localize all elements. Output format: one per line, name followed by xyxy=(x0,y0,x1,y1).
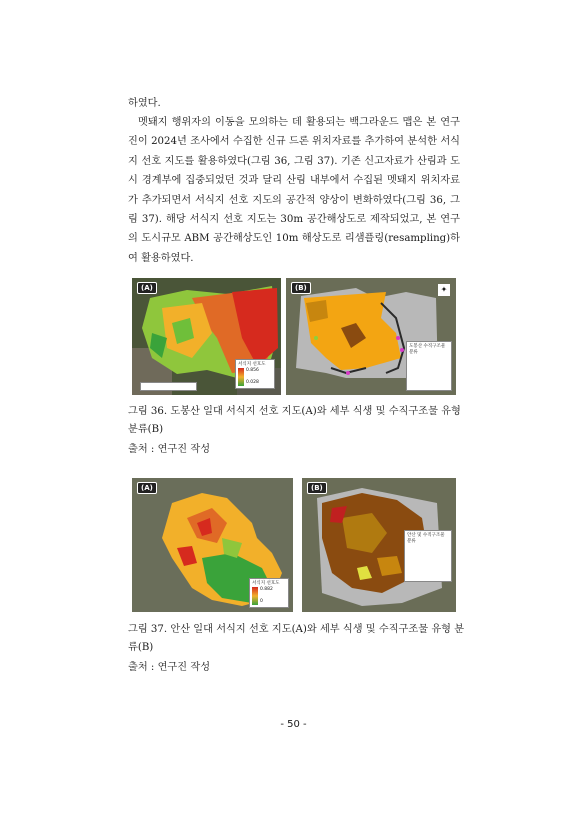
figure36-map-a xyxy=(132,278,281,395)
paragraph-2: 멧돼지 행위자의 이동을 모의하는 데 활용되는 백그라운드 맵은 본 연구진이 2024년 조사에서 수집한 신규 드론 위치자료를 추가하여 분석한 서식지 선호 지도를 활용하였다(그림 36, 그림 37). 기존 신고자료가 산림과 도시 경계부에 집중되었던 것과 달리 산림 내부에서 수집된 멧돼지 위치자료가 추가되면서 서식지 선호 지도의 공간적 양상이 변화하였다(그림 36, 그림 37). 해당 서식지 선호 지도는 30m 공간해상도로 제작되었고, 본 연구의 도시규모 ABM 공간해상도인 10m 해상도로 리샘플링(resampling)하여 활용하였다. xyxy=(128,117,460,264)
panel-b-tag: (B) xyxy=(307,482,327,494)
figure37-map-b xyxy=(302,478,456,612)
legend xyxy=(235,359,275,389)
page-number: - 50 - xyxy=(280,719,307,730)
legend-b-title: 안산 및 수직구조물 분류 xyxy=(407,533,445,544)
legend-low: 0 xyxy=(260,599,263,604)
legend-high: 0.856 xyxy=(246,368,259,373)
legend-title: 서식지 선호도 xyxy=(252,581,280,586)
panel-a-tag: (A) xyxy=(137,282,157,294)
scale-bar xyxy=(140,382,197,391)
figure37-source: 출처 : 연구진 작성 xyxy=(128,662,211,673)
paragraph-1: 하였다. xyxy=(128,98,161,109)
legend-high: 0.882 xyxy=(260,587,273,592)
figure36-map-b xyxy=(286,278,456,395)
legend-b-title: 도봉산 수직구조물 분류 xyxy=(409,344,446,355)
legend-b xyxy=(404,530,452,582)
color-ramp xyxy=(252,587,258,605)
figure37-caption: 그림 37. 안산 일대 서식지 선호 지도(A)와 세부 식생 및 수직구조물 유형 분류(B) xyxy=(128,624,465,653)
figure36-caption: 그림 36. 도봉산 일대 서식지 선호 지도(A)와 세부 식생 및 수직구조물 유형 분류(B) xyxy=(128,406,461,435)
legend xyxy=(249,578,289,608)
color-ramp xyxy=(238,368,244,386)
panel-a-tag: (A) xyxy=(137,482,157,494)
figure37-map-a xyxy=(132,478,293,612)
legend-low: 0.028 xyxy=(246,380,259,385)
legend-b xyxy=(406,341,452,391)
north-arrow-icon: ✦ xyxy=(438,284,450,296)
panel-b-tag: (B) xyxy=(291,282,311,294)
figure36-source: 출처 : 연구진 작성 xyxy=(128,444,211,455)
legend-title: 서식지 선호도 xyxy=(238,362,266,367)
